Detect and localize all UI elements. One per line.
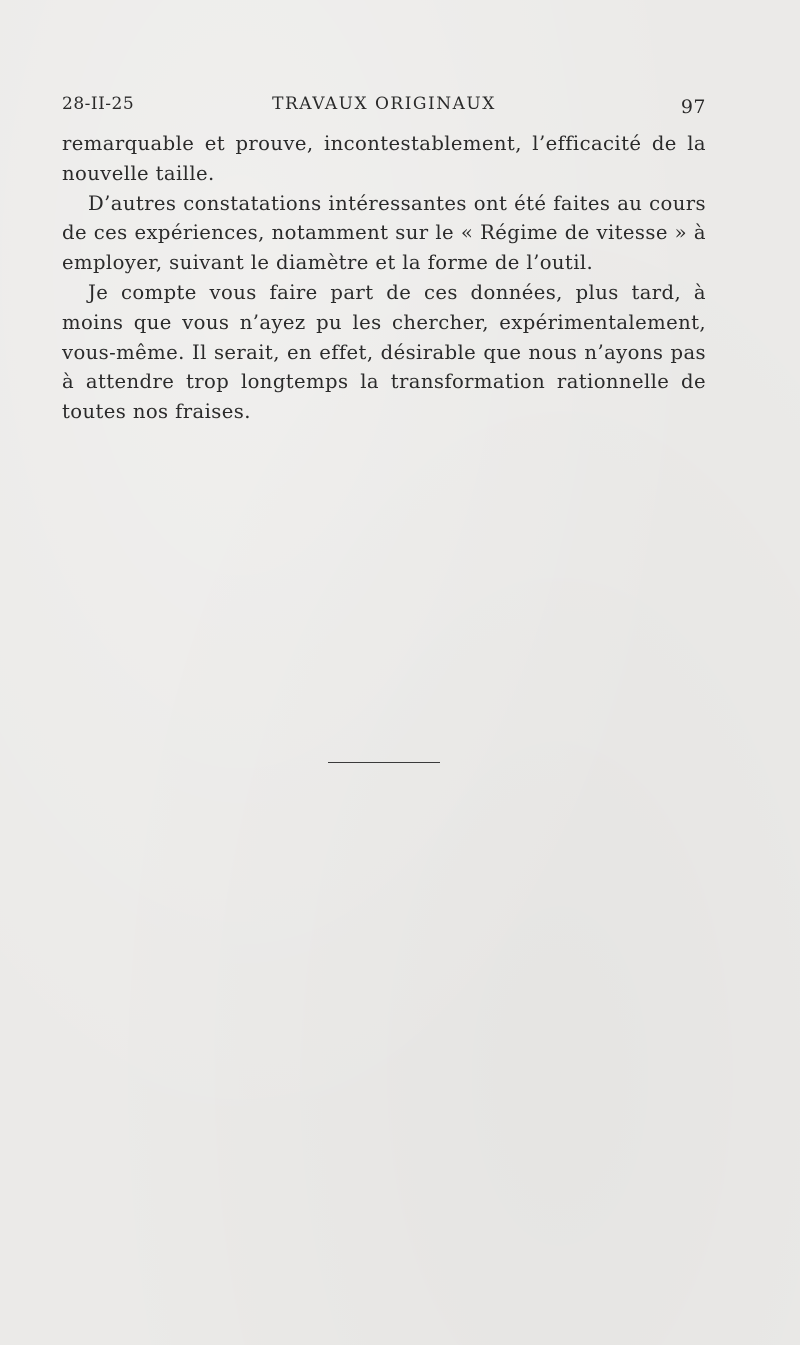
paragraph: D’autres constatations intéressantes ont été faites au cours de ces expériences, notamment sur le « Régime de vitesse » à employer, suivant le diamètre et la forme de l’outil. <box>62 191 706 275</box>
body-text <box>62 129 706 427</box>
running-header <box>62 94 706 122</box>
header-date: 28-II-25 <box>62 94 135 114</box>
paragraph: Je compte vous faire part de ces données, plus tard, à moins que vous n’ayez pu les chercher, expérimentalement, vous-même. Il serait, en effet, désirable que nous n’ayons pas à attendre trop longtemps la transformation rationnelle de toutes nos fraises. <box>62 280 706 424</box>
paragraph-continuation: remarquable et prouve, incontestablement, l’efficacité de la nouvelle taille. <box>62 132 706 185</box>
section-end-rule <box>328 762 440 763</box>
header-title: TRAVAUX ORIGINAUX <box>272 94 496 114</box>
page-number: 97 <box>680 96 706 118</box>
